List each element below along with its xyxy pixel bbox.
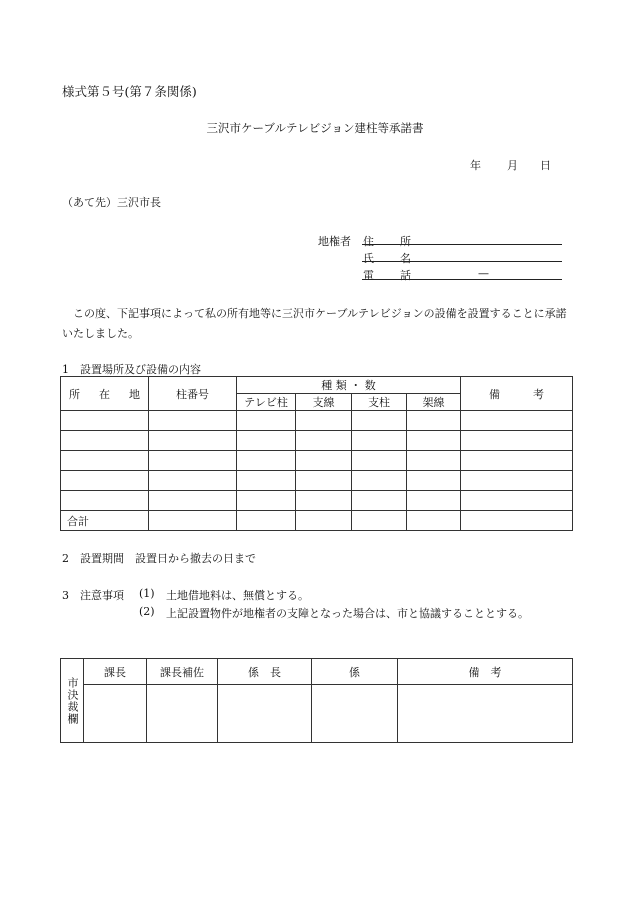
note2-text: 上記設置物件が地権者の支障となった場合は、市と協議することとする。 [166, 607, 529, 620]
date-month-label: 月 [507, 159, 518, 172]
note1-number: (1) [139, 587, 155, 600]
date-year-label: 年 [470, 159, 481, 172]
date-day-label: 日 [540, 159, 551, 172]
approval-stamp-row[interactable] [61, 685, 573, 743]
phone-line[interactable] [362, 279, 562, 280]
approval-subsection-chief: 係 長 [218, 659, 312, 685]
table-row[interactable] [61, 431, 573, 451]
section1-heading: 1 設置場所及び設備の内容 [62, 363, 201, 376]
stamp-cell[interactable] [84, 685, 147, 743]
approval-remarks: 備 考 [398, 659, 573, 685]
approval-assistant-chief: 課長補佐 [147, 659, 218, 685]
name-label: 氏 名 [363, 252, 411, 265]
total-row[interactable] [61, 511, 573, 531]
equipment-table [60, 376, 573, 531]
stamp-cell[interactable] [218, 685, 312, 743]
table-row[interactable] [61, 471, 573, 491]
section3-label: 3 注意事項 [62, 589, 124, 602]
header-pole-number: 柱番号 [149, 377, 237, 411]
stamp-cell[interactable] [398, 685, 573, 743]
table-row[interactable] [61, 411, 573, 431]
stamp-cell[interactable] [147, 685, 218, 743]
approval-side-label: 市決裁欄 [61, 659, 84, 743]
note1-text: 土地借地料は、無償とする。 [166, 589, 309, 602]
total-label: 合計 [61, 511, 149, 531]
section2-heading: 2 設置期間 設置日から撤去の日まで [62, 552, 256, 565]
consent-statement: この度、下記事項によって私の所有地等に三沢市ケーブルテレビジョンの設備を設置することに承諾いたしました。 [62, 307, 567, 340]
approval-section-chief: 課長 [84, 659, 147, 685]
approval-table [60, 658, 573, 743]
approval-staff: 係 [312, 659, 398, 685]
header-location: 所 在 地 [61, 377, 149, 411]
header-branch-line: 支線 [296, 394, 352, 411]
name-line[interactable] [362, 261, 562, 262]
table-row[interactable] [61, 491, 573, 511]
header-tv-pole: テレビ柱 [237, 394, 296, 411]
header-aerial-line: 架線 [407, 394, 461, 411]
address-line[interactable] [362, 244, 562, 245]
phone-label: 電 話 [363, 269, 411, 282]
note2-number: (2) [139, 605, 155, 618]
table-row[interactable] [61, 451, 573, 471]
landowner-label: 地権者 [318, 235, 351, 248]
addressee: （あて先）三沢市長 [62, 196, 161, 209]
form-number: 様式第５号(第７条関係) [62, 84, 197, 99]
phone-dash: — [478, 267, 489, 280]
header-remarks: 備 考 [461, 377, 573, 411]
document-title: 三沢市ケーブルテレビジョン建柱等承諾書 [206, 121, 424, 135]
stamp-cell[interactable] [312, 685, 398, 743]
address-label: 住 所 [363, 235, 411, 248]
header-types-count: 種 類 ・ 数 [237, 377, 461, 394]
header-branch-pole: 支柱 [352, 394, 407, 411]
